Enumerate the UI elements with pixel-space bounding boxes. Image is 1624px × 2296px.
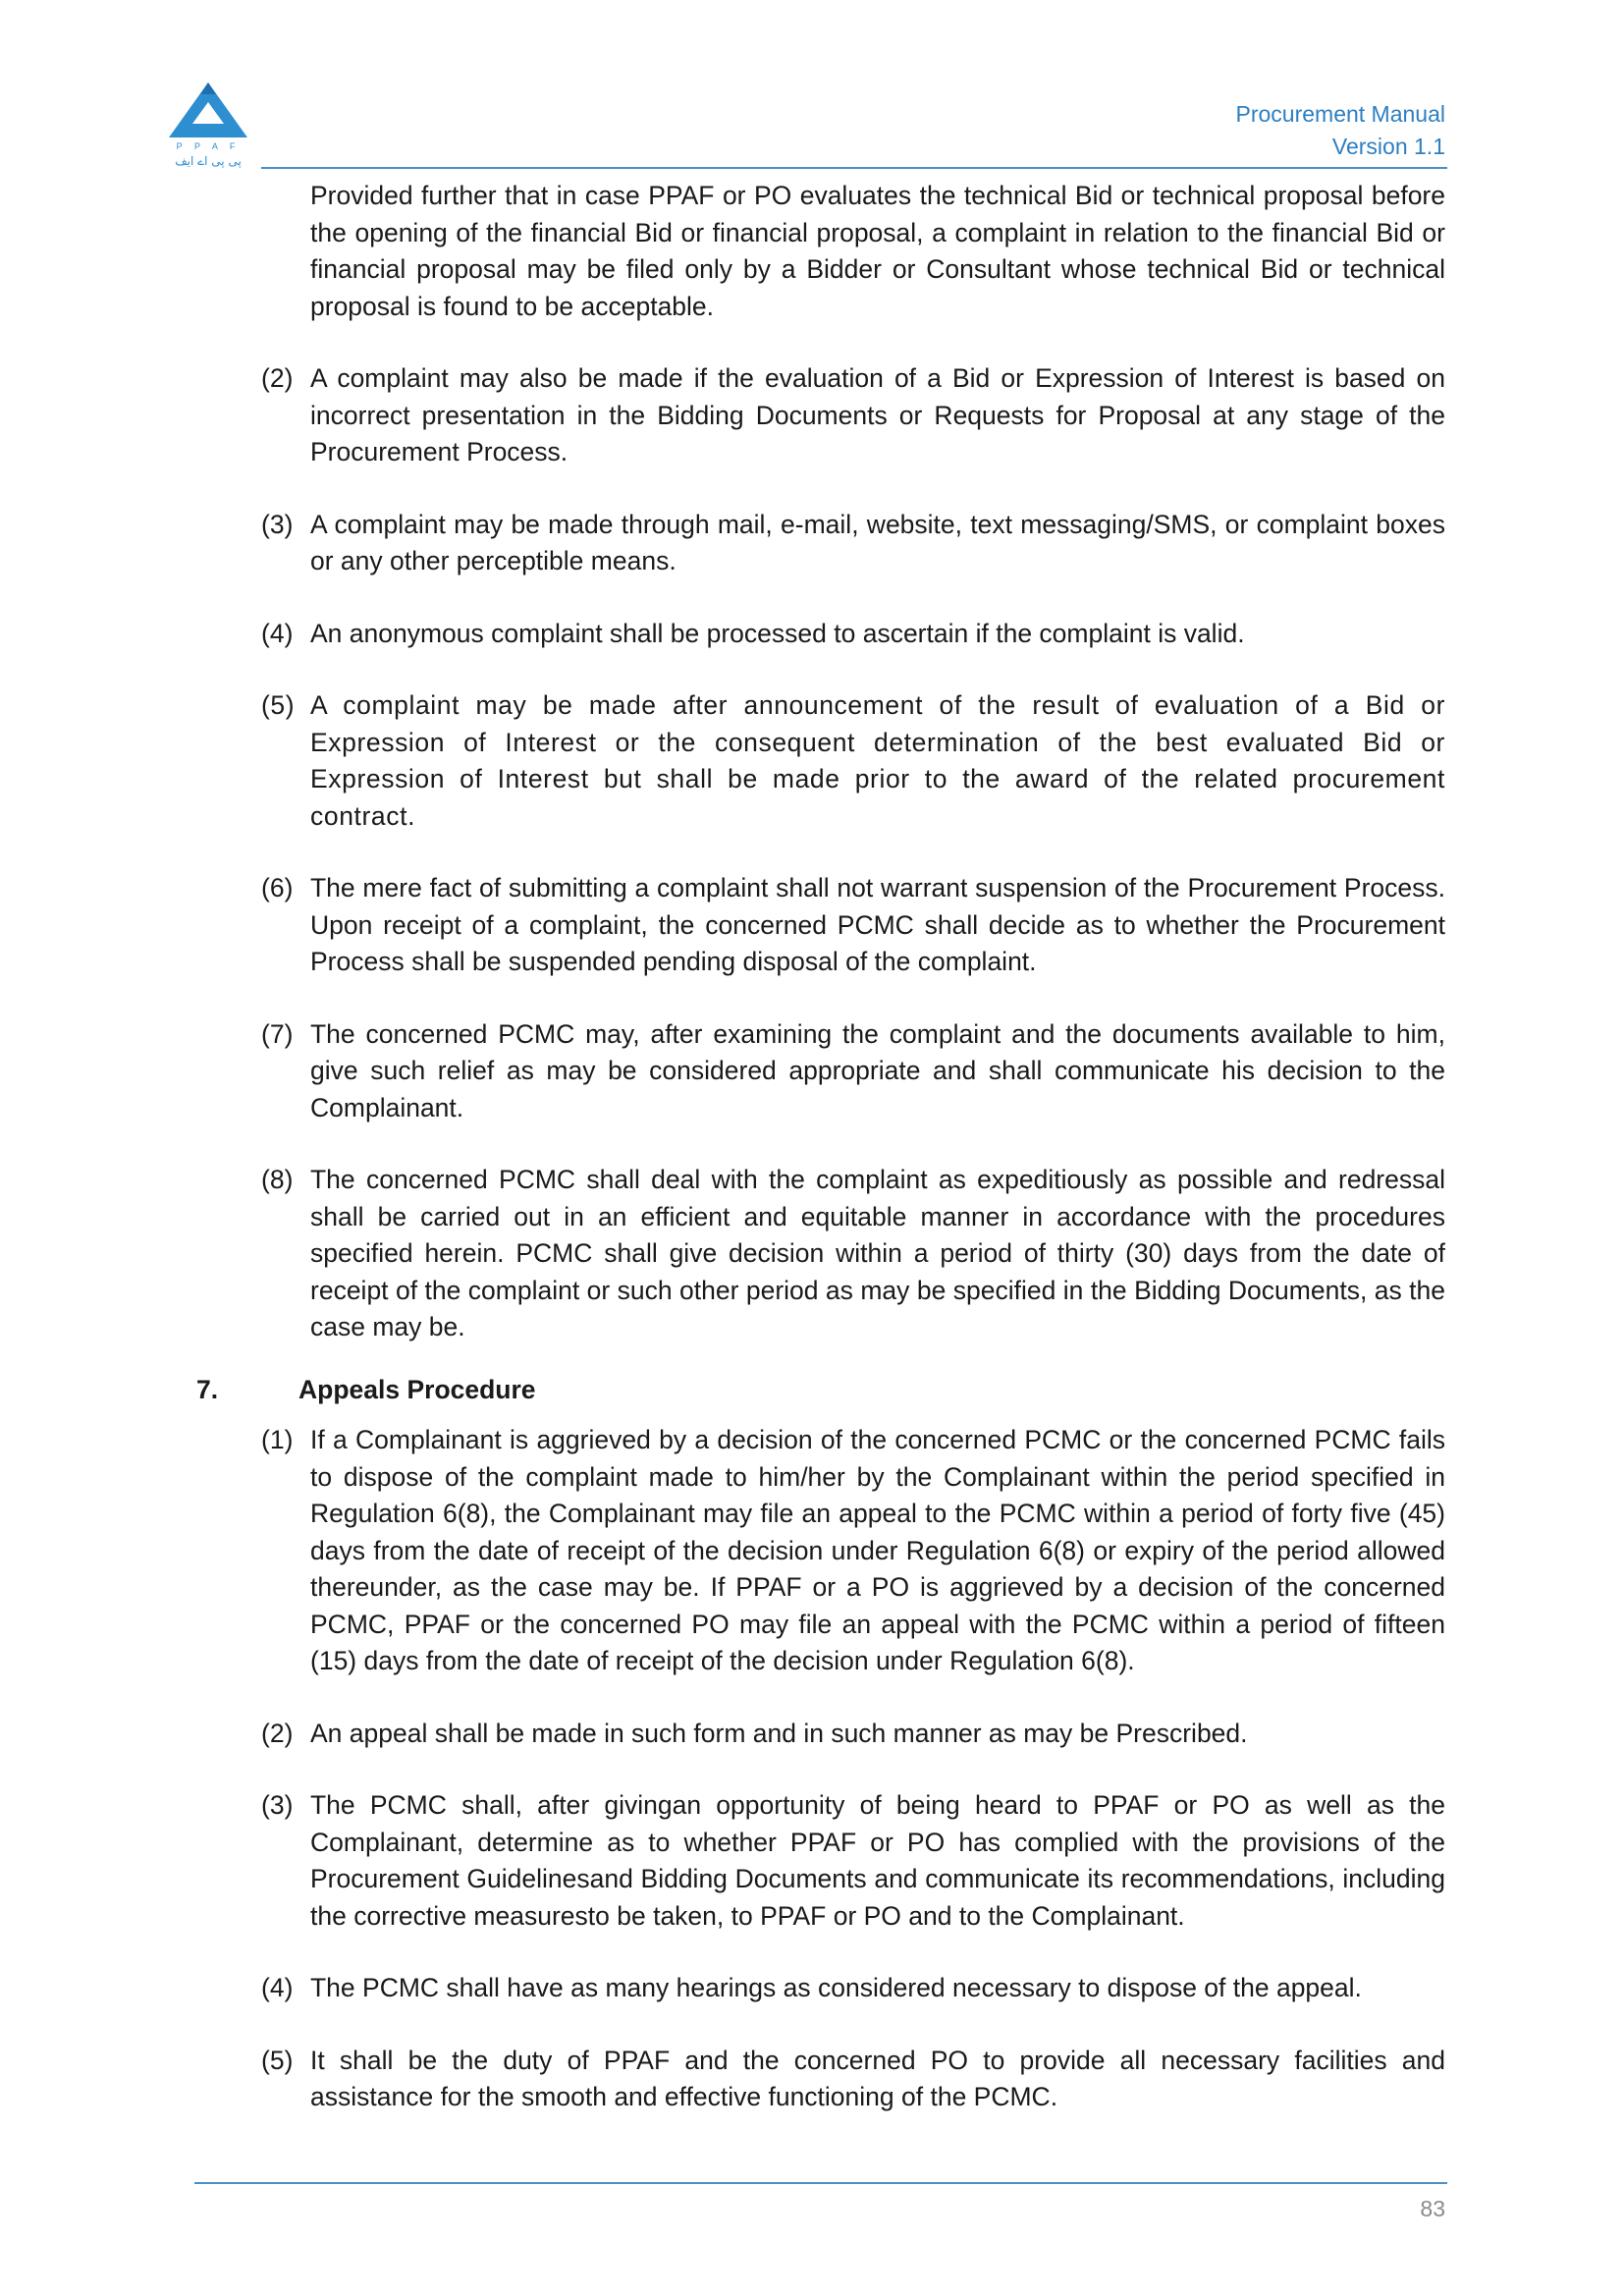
item-number: (3) <box>261 509 294 539</box>
item-text: The mere fact of submitting a complaint shall not warrant suspension of the Procurement Process. Upon receipt of a complaint, the concerned PCMC shall decide as to whether the Procurement Process shall be suspended pending disposal of the complaint. <box>310 873 1445 976</box>
complaint-item <box>261 870 1445 981</box>
item-number: (2) <box>261 363 294 393</box>
appeal-item <box>261 1970 1445 2007</box>
appeal-item <box>261 2043 1445 2116</box>
item-number: (4) <box>261 618 294 648</box>
item-text: It shall be the duty of PPAF and the concerned PO to provide all necessary facilities and assistance for the smooth and effective functioning of the PCMC. <box>310 2045 1445 2111</box>
section-title: Appeals Procedure <box>298 1374 536 1404</box>
item-text: A complaint may be made after announcement of the result of evaluation of a Bid or Expression of Interest or the consequent determination of the best evaluated Bid or Expression of Interest but shall be made prior to the award of the related procurement contract. <box>310 690 1445 831</box>
section-number: 7. <box>196 1374 219 1404</box>
intro-paragraph: Provided further that in case PPAF or PO evaluates the technical Bid or technical proposal before the opening of the financial Bid or financial proposal, a complaint in relation to the financial Bid or financial proposal may be filed only by a Bidder or Consultant whose technical Bid or technical proposal is found to be acceptable. <box>310 181 1445 321</box>
item-text: If a Complainant is aggrieved by a decision of the concerned PCMC or the concerned PCMC fails to dispose of the complaint made to him/her by the Complainant within the period specified in Regulation 6(8), the Complainant may file an appeal to the PCMC within a period of forty five (45) days from the date of receipt of the decision under Regulation 6(8) or expiry of the period allowed thereunder, as the case may be. If PPAF or a PO is aggrieved by a decision of the concerned PCMC, PPAF or the concerned PO may file an appeal with the PCMC within a period of fifteen (15) days from the date of receipt of the decision under Regulation 6(8). <box>310 1425 1445 1675</box>
appeal-item <box>261 1422 1445 1680</box>
footer-divider <box>194 2182 1447 2184</box>
complaint-item <box>261 360 1445 471</box>
item-number: (8) <box>261 1165 294 1194</box>
item-text: The concerned PCMC shall deal with the complaint as expeditiously as possible and redressal shall be carried out in an efficient and equitable manner in accordance with the procedures specified herein. PCMC shall give decision within a period of thirty (30) days from the date of receipt of the complaint or such other period as may be specified in the Bidding Documents, as the case may be. <box>310 1165 1445 1341</box>
item-number: (7) <box>261 1018 294 1049</box>
logo-urdu-text: پی پی اے ایف <box>175 154 242 168</box>
manual-title: Procurement Manual <box>1235 101 1445 127</box>
item-number: (2) <box>261 1718 294 1748</box>
item-number: (1) <box>261 1425 294 1454</box>
item-number: (6) <box>261 873 294 902</box>
item-number: (3) <box>261 1790 294 1820</box>
item-number: (5) <box>261 690 296 720</box>
section-heading <box>196 1372 1624 1409</box>
appeal-item <box>261 1787 1445 1935</box>
item-number: (4) <box>261 1973 294 2002</box>
item-text: An appeal shall be made in such form and in such manner as may be Prescribed. <box>310 1718 1248 1748</box>
item-text: The PCMC shall, after givingan opportunity of being heard to PPAF or PO as well as the Complainant, determine as to whether PPAF or PO has complied with the provisions of the Procurement Guidelinesand Bidding Documents and communicate its recommendations, including the corrective measuresto be taken, to PPAF or PO and to the Complainant. <box>310 1790 1445 1931</box>
page-number: 83 <box>1420 2196 1445 2221</box>
item-text: A complaint may also be made if the evaluation of a Bid or Expression of Interest is based on incorrect presentation in the Bidding Documents or Requests for Proposal at any stage of the Procurement Process. <box>310 363 1445 466</box>
header-divider <box>261 167 1447 169</box>
item-text: A complaint may be made through mail, e-mail, website, text messaging/SMS, or complaint boxes or any other perceptible means. <box>310 509 1445 575</box>
complaint-item <box>261 507 1445 580</box>
complaint-item <box>261 616 1445 653</box>
appeal-item <box>261 1716 1445 1753</box>
complaint-item <box>261 1016 1445 1127</box>
page-body <box>0 178 1624 2152</box>
ppaf-logo <box>167 81 249 169</box>
item-text: The concerned PCMC may, after examining the complaint and the documents available to him, give such relief as may be considered appropriate and shall communicate his decision to the Complainant. <box>310 1018 1445 1122</box>
manual-version: Version 1.1 <box>1331 134 1445 159</box>
logo-letters: P P A F <box>176 141 241 151</box>
item-number: (5) <box>261 2045 294 2075</box>
item-text: The PCMC shall have as many hearings as considered necessary to dispose of the appeal. <box>310 1973 1362 2002</box>
complaint-item <box>261 687 1445 835</box>
complaint-item <box>261 1162 1445 1346</box>
ppaf-logo-graphic <box>167 81 249 169</box>
document-header <box>1236 98 1446 163</box>
item-text: An anonymous complaint shall be processed to ascertain if the complaint is valid. <box>310 618 1245 648</box>
